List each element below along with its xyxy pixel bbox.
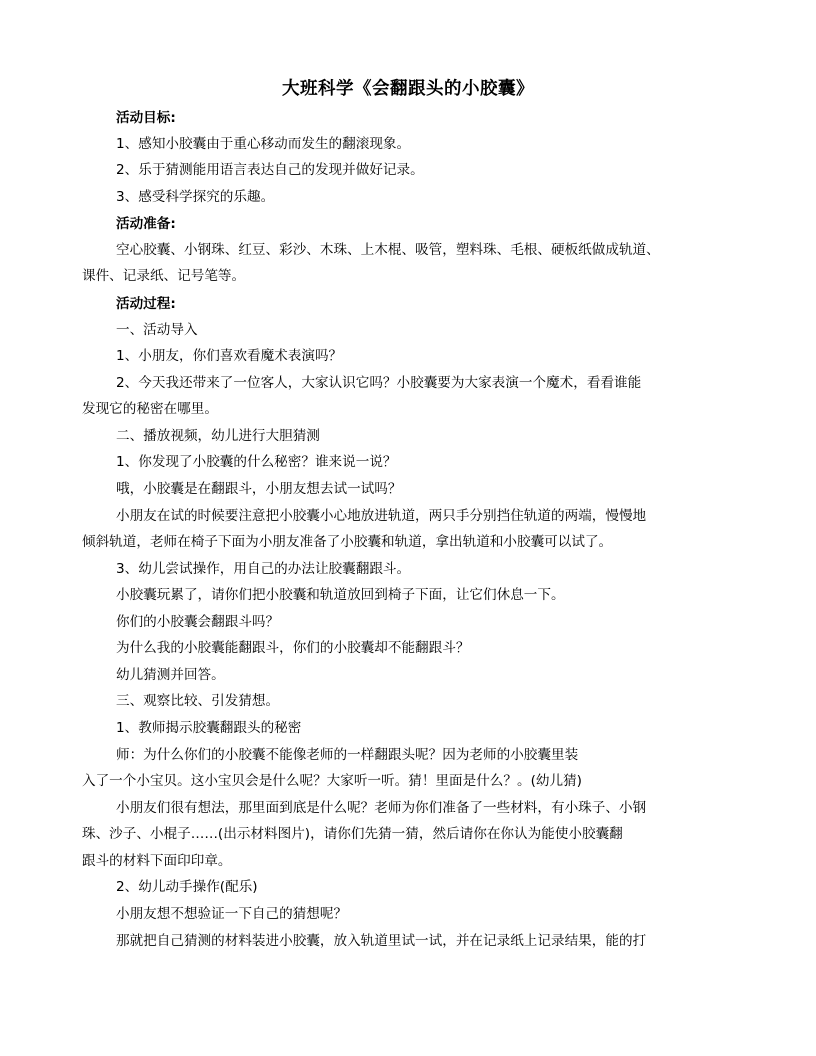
paragraph-line: 入了一个小宝贝。这小宝贝会是什么呢？大家听一听。猜！里面是什么？。(幼儿猜) <box>82 773 582 789</box>
goal-item-2: 2、乐于猜测能用语言表达自己的发现并做好记录。 <box>116 162 424 178</box>
paragraph-line: 小朋友在试的时候要注意把小胶囊小心地放进轨道，两只手分别挡住轨道的两端，慢慢地 <box>116 508 647 524</box>
paragraph-line: 跟斗的材料下面印印章。 <box>82 853 232 869</box>
paragraph-line: 2、今天我还带来了一位客人，大家认识它吗？小胶囊要为大家表演一个魔术，看看谁能 <box>116 375 642 391</box>
paragraph-line: 1、教师揭示胶囊翻跟头的秘密 <box>116 720 302 736</box>
paragraph-line: 师：为什么你们的小胶囊不能像老师的一样翻跟头呢？因为老师的小胶囊里装 <box>116 747 579 763</box>
subsection-heading-3: 三、观察比较、引发猜想。 <box>116 693 280 709</box>
paragraph-line: 1、你发现了小胶囊的什么秘密？谁来说一说？ <box>116 454 397 470</box>
goal-item-1: 1、感知小胶囊由于重心移动而发生的翻滚现象。 <box>116 136 411 152</box>
paragraph-line: 课件、记录纸、记号笔等。 <box>82 268 246 284</box>
paragraph-line: 小朋友想不想验证一下自己的猜想呢？ <box>116 906 348 922</box>
paragraph-line: 空心胶囊、小钢珠、红豆、彩沙、木珠、上木棍、吸管，塑料珠、毛根、硬板纸做成轨道、 <box>116 242 660 258</box>
section-heading-preparation: 活动准备: <box>116 216 176 232</box>
paragraph-line: 小朋友们很有想法，那里面到底是什么呢？老师为你们准备了一些材料，有小珠子、小钢 <box>116 800 647 816</box>
subsection-heading-1: 一、活动导入 <box>116 322 198 338</box>
paragraph-line: 2、幼儿动手操作(配乐) <box>116 879 258 895</box>
paragraph-line: 哦，小胶囊是在翻跟斗，小朋友想去试一试吗？ <box>116 481 402 497</box>
section-heading-goals: 活动目标: <box>116 110 176 126</box>
paragraph-line: 珠、沙子、小棍子……(出示材料图片)，请你们先猜一猜，然后请你在你认为能使小胶囊翻 <box>82 826 623 842</box>
document-title: 大班科学《会翻跟头的小胶囊》 <box>282 79 534 99</box>
paragraph-line: 那就把自己猜测的材料装进小胶囊，放入轨道里试一试，并在记录纸上记录结果，能的打 <box>116 933 647 949</box>
subsection-heading-2: 二、播放视频，幼儿进行大胆猜测 <box>116 428 320 444</box>
goal-item-3: 3、感受科学探究的乐趣。 <box>116 189 275 205</box>
section-heading-process: 活动过程: <box>116 296 176 312</box>
paragraph-line: 小胶囊玩累了，请你们把小胶囊和轨道放回到椅子下面，让它们休息一下。 <box>116 587 565 603</box>
paragraph-line: 为什么我的小胶囊能翻跟斗，你们的小胶囊却不能翻跟斗？ <box>116 640 470 656</box>
paragraph-line: 幼儿猜测并回答。 <box>116 667 225 683</box>
paragraph-line: 3、幼儿尝试操作，用自己的办法让胶囊翻跟斗。 <box>116 561 411 577</box>
paragraph-line: 发现它的秘密在哪里。 <box>82 401 218 417</box>
paragraph-line: 你们的小胶囊会翻跟斗吗？ <box>116 614 280 630</box>
paragraph-line: 1、小朋友，你们喜欢看魔术表演吗？ <box>116 348 343 364</box>
paragraph-line: 倾斜轨道，老师在椅子下面为小朋友准备了小胶囊和轨道，拿出轨道和小胶囊可以试了。 <box>82 534 613 550</box>
